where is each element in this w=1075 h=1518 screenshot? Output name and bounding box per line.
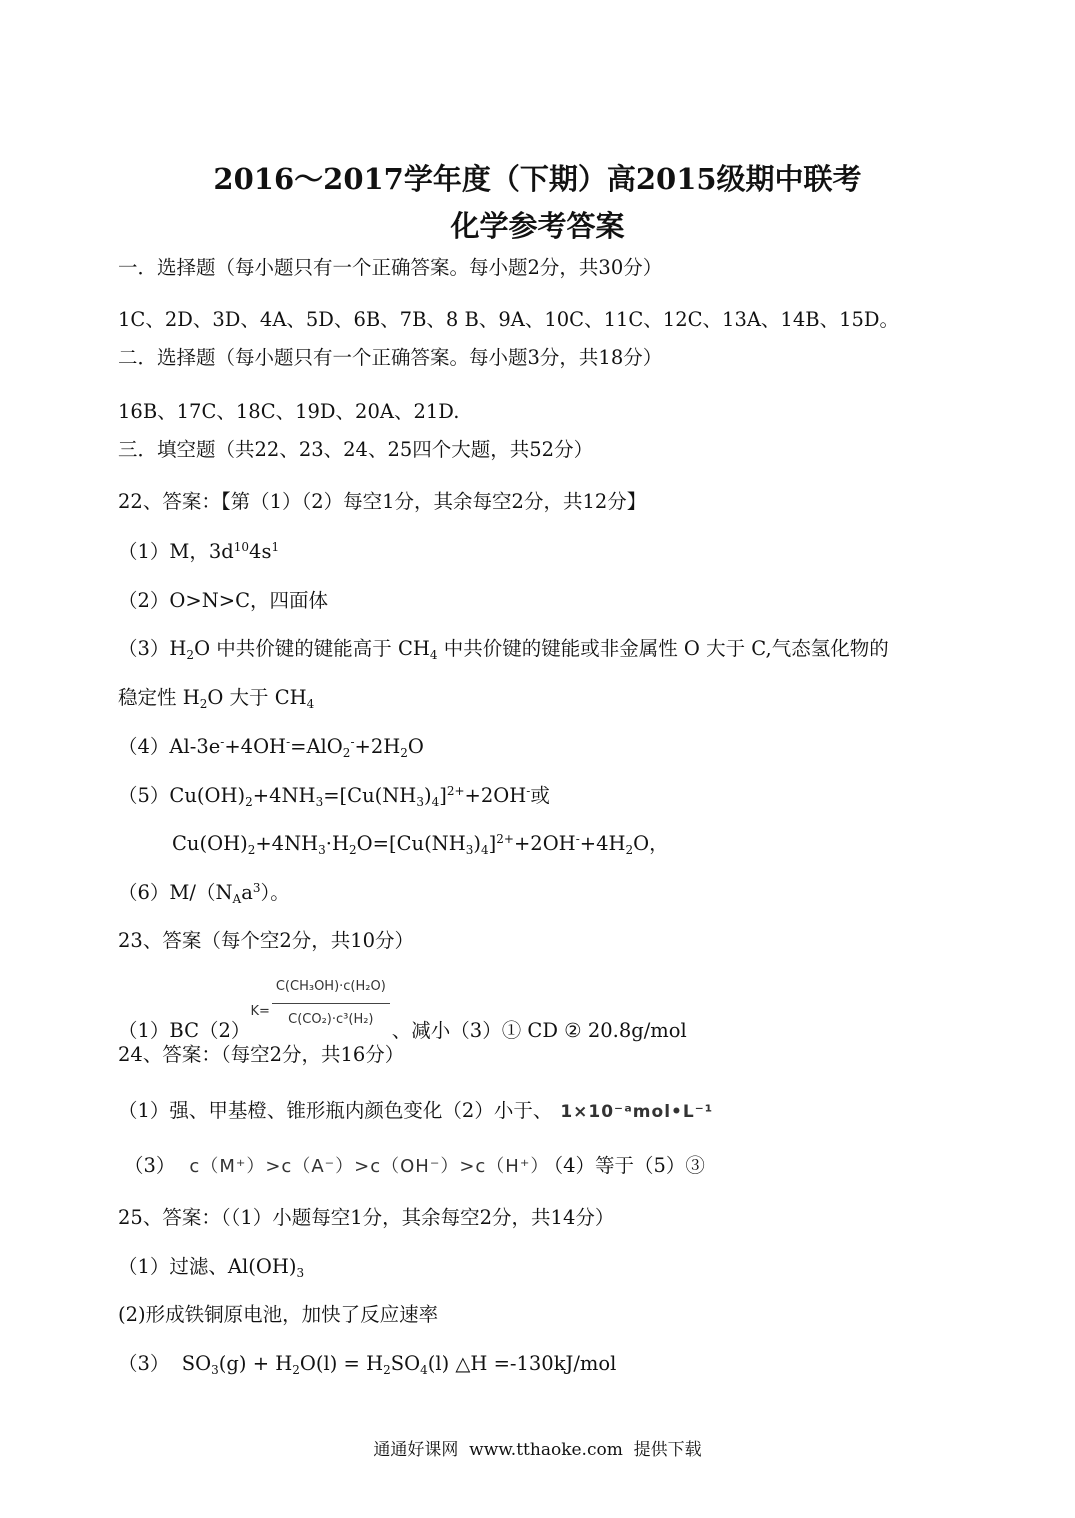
q23-answers xyxy=(118,972,687,1046)
q25-part3 xyxy=(118,1352,616,1376)
q22-heading: 22、答案：【第（1）（2）每空1分，其余每空2分，共12分】 xyxy=(118,490,647,513)
text-run: O 中共价键的键能高于 CH xyxy=(194,637,430,660)
q24-line1 xyxy=(118,1099,713,1124)
text-run: （6）M/（N xyxy=(118,881,233,904)
subscript: 4 xyxy=(431,795,440,809)
superscript: - xyxy=(220,735,225,749)
subscript: 2 xyxy=(349,843,357,857)
superscript: - xyxy=(526,784,531,798)
q24-line2 xyxy=(124,1154,705,1179)
text-run: （3） xyxy=(124,1154,176,1177)
text-run: 稳定性 H xyxy=(118,686,200,709)
superscript: 1 xyxy=(271,540,280,554)
q22-part5 xyxy=(118,784,550,808)
text-run: +4NH xyxy=(252,784,316,807)
section1-heading: 一．选择题（每小题只有一个正确答案。每小题2分，共30分） xyxy=(118,256,663,279)
subscript: 3 xyxy=(315,795,324,809)
superscript: - xyxy=(350,735,355,749)
subscript: 4 xyxy=(420,1363,428,1377)
subscript: 3 xyxy=(416,795,424,809)
superscript: - xyxy=(286,735,291,749)
q22-part4 xyxy=(118,735,424,759)
text-run: +2H xyxy=(354,735,401,758)
text-run: ) xyxy=(423,784,432,807)
section1-answers: 1C、2D、3D、4A、5D、6B、7B、8 B、9A、10C、11C、12C、13A、14B、15D。 xyxy=(118,308,900,331)
q22-part1 xyxy=(118,540,279,564)
q22-part6 xyxy=(118,881,290,905)
subscript: 3 xyxy=(211,1363,219,1377)
equilibrium-constant-fraction xyxy=(272,972,390,1035)
q23-heading: 23、答案（每个空2分，共10分） xyxy=(118,929,415,952)
text-run: （3）H xyxy=(118,637,187,660)
text-run: ·H xyxy=(325,832,350,855)
text-run: O xyxy=(407,735,424,758)
q22-part5-alt xyxy=(172,832,669,856)
doc-title: 2016～2017学年度（下期）高2015级期中联考 xyxy=(213,162,862,196)
subscript: 4 xyxy=(481,843,489,857)
superscript: 3 xyxy=(252,881,261,895)
text-run: O 大于 CH xyxy=(207,686,307,709)
subscript: A xyxy=(232,892,242,906)
text-run: O(l) = H xyxy=(299,1352,384,1375)
fraction-denominator: C(CO₂)·c³(H₂) xyxy=(288,1012,374,1027)
text-run: =AlO xyxy=(290,735,343,758)
text-run: （4）等于（5）③ xyxy=(553,1154,705,1177)
subscript: 3 xyxy=(296,1266,305,1280)
text-run: +4H xyxy=(579,832,626,855)
subscript: 2 xyxy=(625,843,634,857)
text-run: （3） SO xyxy=(118,1352,212,1375)
text-run: （1）强、甲基橙、锥形瓶内颜色变化（2）小于、 xyxy=(118,1099,553,1122)
text-run: （1）M，3d xyxy=(118,540,234,563)
q22-part3-cont xyxy=(118,686,314,710)
q25-part1 xyxy=(118,1255,304,1279)
text-run: 中共价键的键能或非金属性 O 大于 C,气态氢化物的 xyxy=(437,637,889,660)
text-run: ) xyxy=(473,832,481,855)
concentration-formula: 1×10⁻ᵃmol•L⁻¹ xyxy=(560,1102,714,1122)
section2-answers: 16B、17C、18C、19D、20A、21D. xyxy=(118,400,460,423)
text-run: =[Cu(NH xyxy=(323,784,417,807)
subscript: 4 xyxy=(306,697,315,711)
equilibrium-constant-label: K= xyxy=(250,1004,270,1019)
subscript: 2 xyxy=(186,648,195,662)
q22-part2: （2）O>N>C，四面体 xyxy=(118,589,329,612)
q22-part3 xyxy=(118,637,889,661)
text-run: 或 xyxy=(530,784,550,807)
text-run: a xyxy=(241,881,253,904)
footer-source: 通通好课网 www.tthaoke.com 提供下载 xyxy=(373,1440,702,1460)
doc-subtitle: 化学参考答案 xyxy=(450,209,625,243)
subscript: 2 xyxy=(383,1363,391,1377)
superscript: 10 xyxy=(233,540,250,554)
subscript: 2 xyxy=(342,746,351,760)
text-run: （1）过滤、Al(OH) xyxy=(118,1255,297,1278)
text-run: （1）BC（2） xyxy=(118,1019,251,1042)
text-run: O， xyxy=(633,832,669,855)
text-run: （5）Cu(OH) xyxy=(118,784,246,807)
subscript: 2 xyxy=(400,746,408,760)
subscript: 4 xyxy=(429,648,438,662)
q24-heading: 24、答案：（每空2分，共16分） xyxy=(118,1043,405,1066)
text-run: 4s xyxy=(249,540,272,563)
text-run: (l) △H =-130kJ/mol xyxy=(427,1352,617,1375)
text-run: +2OH xyxy=(513,832,576,855)
q25-part2: (2)形成铁铜原电池，加快了反应速率 xyxy=(118,1303,439,1326)
text-run: Cu(OH) xyxy=(172,832,248,855)
superscript: 2+ xyxy=(446,784,465,798)
ion-order-formula: c（M⁺）>c（A⁻）>c（OH⁻）>c（H⁺） xyxy=(189,1156,550,1177)
subscript: 2 xyxy=(292,1363,300,1377)
fraction-numerator: C(CH₃OH)·c(H₂O) xyxy=(272,972,390,1004)
text-run: +2OH xyxy=(464,784,527,807)
text-run: （4）Al-3e xyxy=(118,735,221,758)
text-run: ）。 xyxy=(260,881,290,904)
section3-heading: 三．填空题（共22、23、24、25四个大题，共52分） xyxy=(118,438,594,461)
superscript: 2+ xyxy=(496,832,514,846)
subscript: 2 xyxy=(247,843,256,857)
subscript: 3 xyxy=(318,843,326,857)
text-run: ] xyxy=(488,832,497,855)
text-run: 、减小（3）① CD ② 20.8g/mol xyxy=(391,1019,687,1042)
text-run: +4OH xyxy=(224,735,287,758)
text-run: O=[Cu(NH xyxy=(356,832,466,855)
q25-heading: 25、答案：（（1）小题每空1分，其余每空2分，共14分） xyxy=(118,1206,615,1229)
subscript: 2 xyxy=(245,795,253,809)
text-run: SO xyxy=(390,1352,421,1375)
subscript: 2 xyxy=(199,697,208,711)
text-run: +4NH xyxy=(255,832,319,855)
subscript: 3 xyxy=(465,843,474,857)
superscript: - xyxy=(575,832,580,846)
text-run: (g) + H xyxy=(218,1352,293,1375)
section2-heading: 二．选择题（每小题只有一个正确答案。每小题3分，共18分） xyxy=(118,346,663,369)
text-run: ] xyxy=(439,784,447,807)
